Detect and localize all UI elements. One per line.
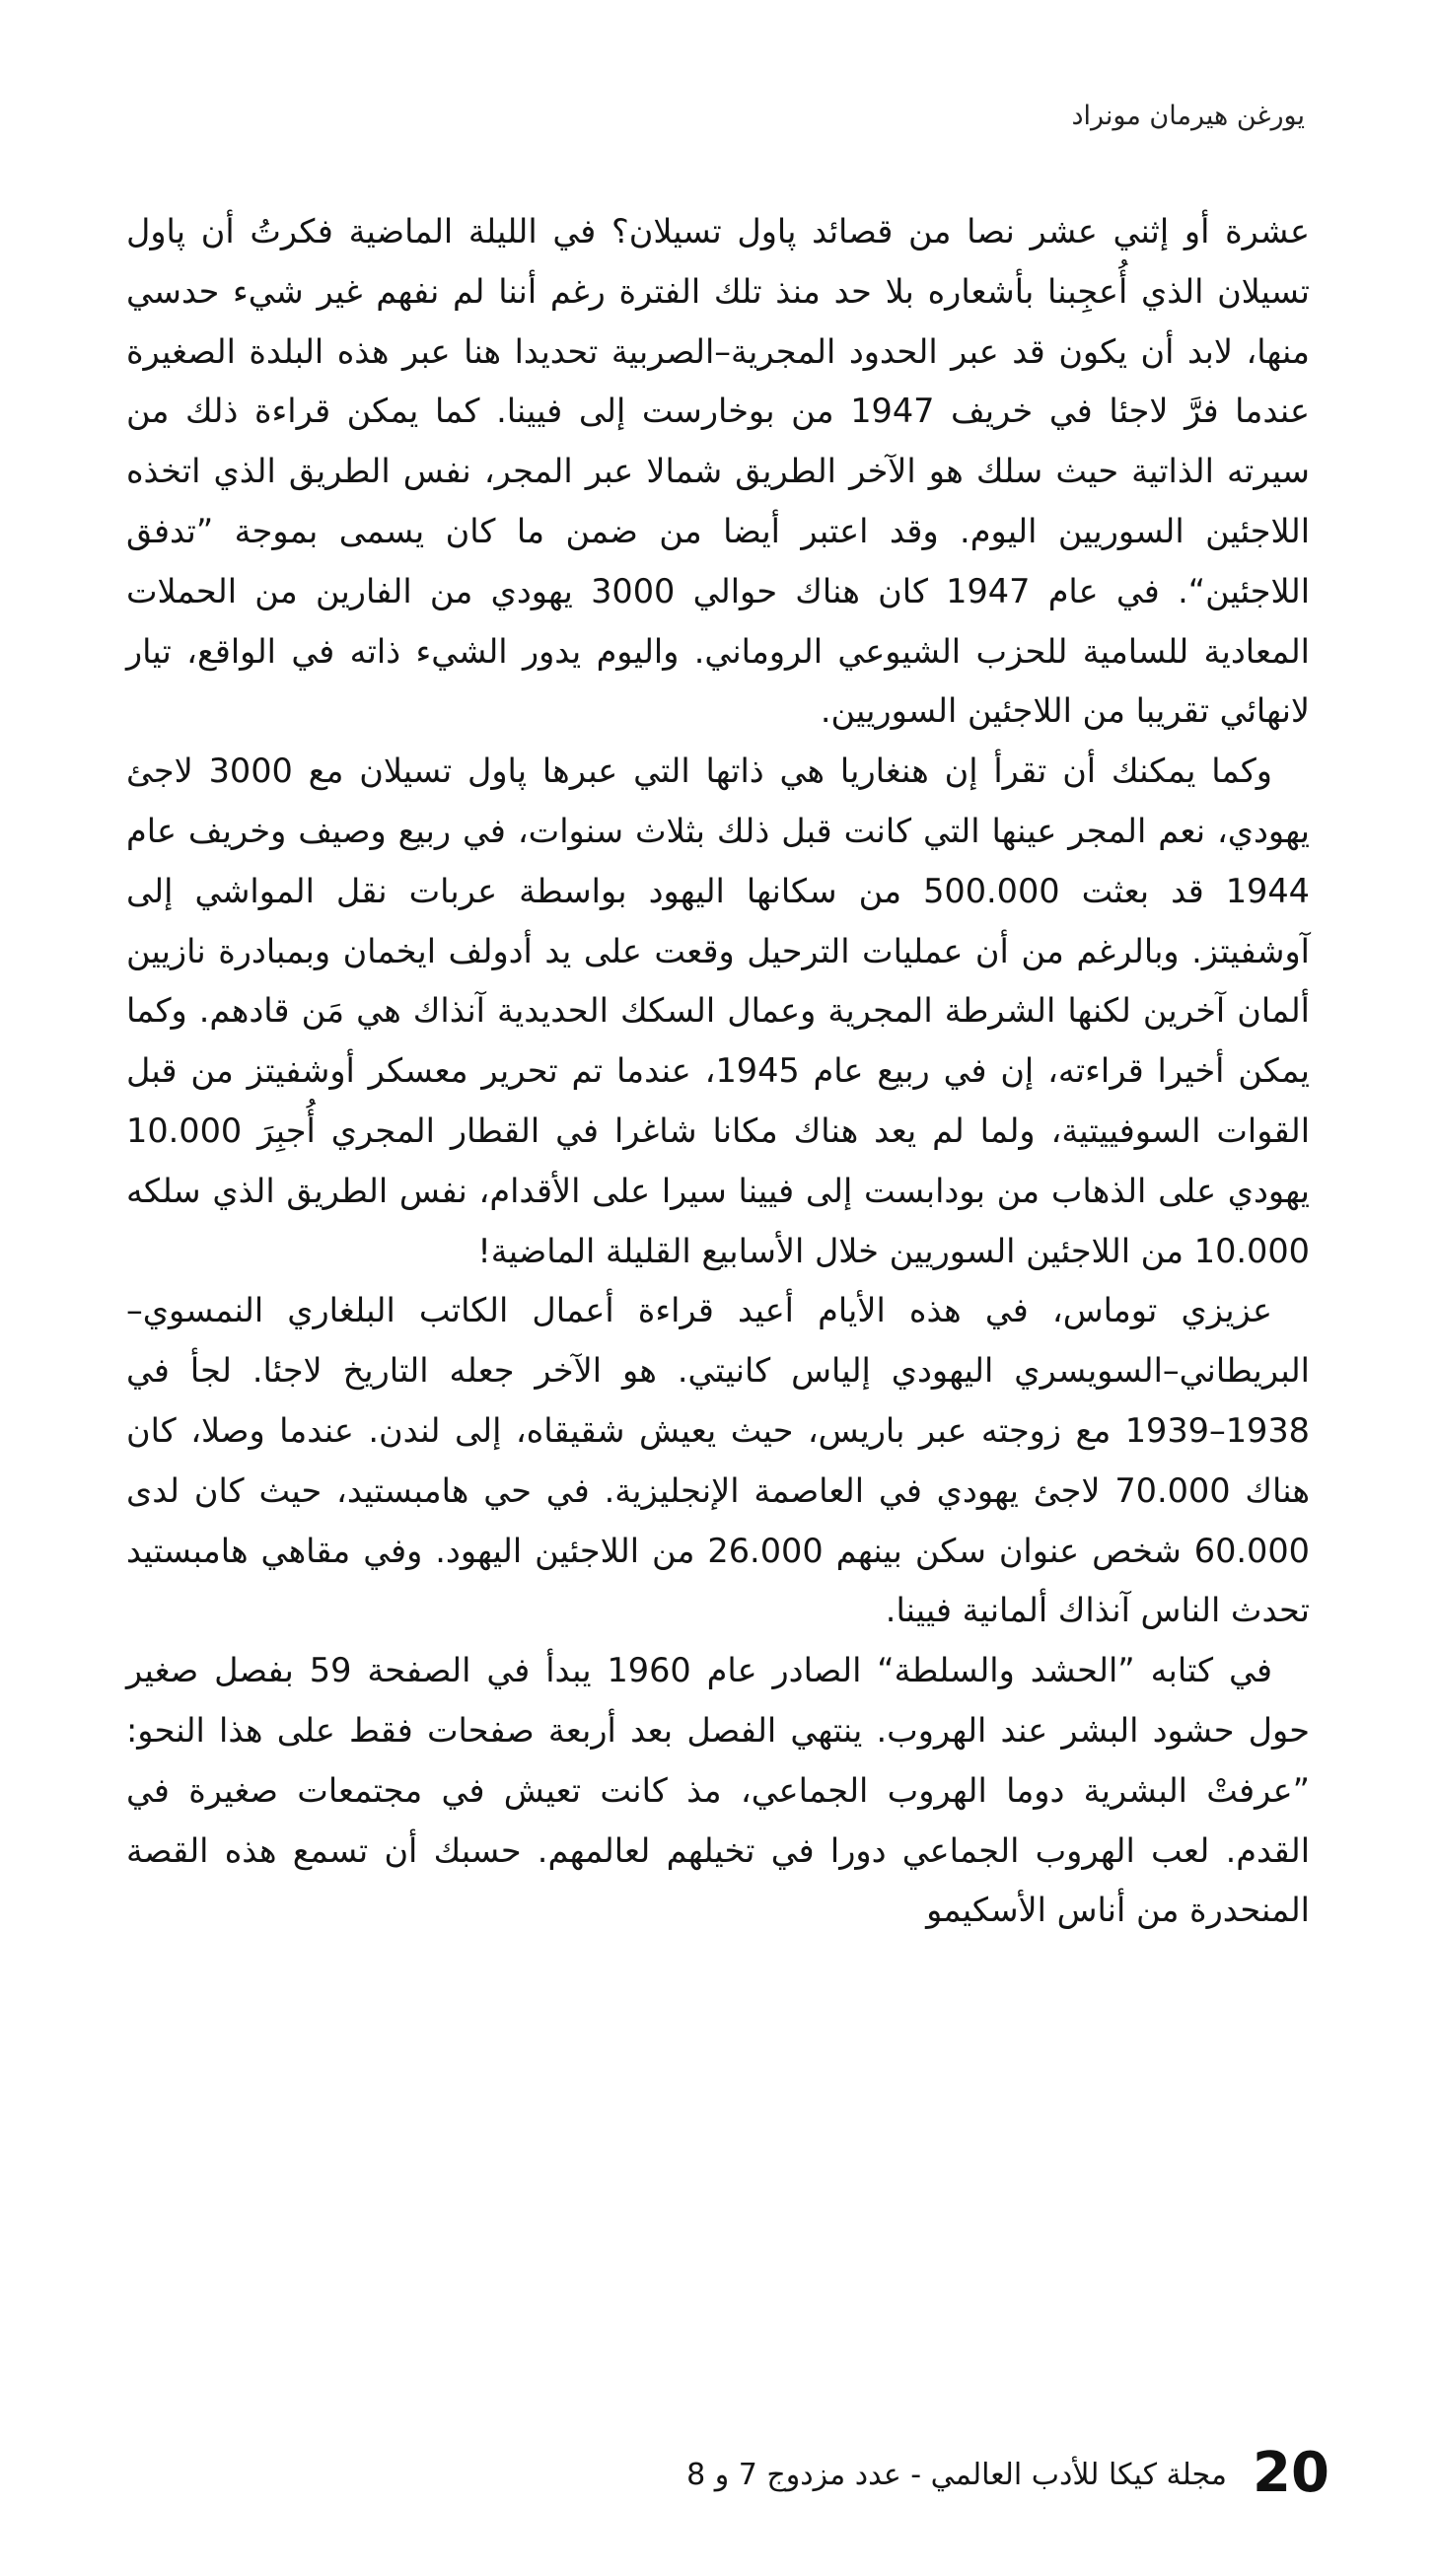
page-footer bbox=[0, 2434, 1436, 2513]
running-head-author: يورغن هيرمان مونراد bbox=[1071, 101, 1305, 131]
paragraph: عشرة أو إثني عشر نصا من قصائد پاول تسيلان؟ في الليلة الماضية فكرتُ أن پاول تسيلان الذي أُعجِبنا بأشعاره بلا حد منذ تلك الفترة رغم أننا لم نفهم غير شيء حدسي منها، لابد أن يكون قد عبر الحدود المجرية–الصربية تحديدا هنا عبر هذه البلدة الصغيرة عندما فرَّ لاجئا في خريف 1947 من بوخارست إلى فيينا. كما يمكن قراءة ذلك من سيرته الذاتية حيث سلك هو الآخر الطريق شمالا عبر المجر، نفس الطريق الذي اتخذه اللاجئين السوريين اليوم. وقد اعتبر أيضا من ضمن ما كان يسمى بموجة ”تدفق اللاجئين“. في عام 1947 كان هناك حوالي 3000 يهودي من الفارين من الحملات المعادية للسامية للحزب الشيوعي الروماني. واليوم يدور الشيء ذاته في الواقع، تيار لانهائي تقريبا من اللاجئين السوريين. bbox=[126, 212, 1311, 731]
article-body bbox=[126, 202, 1310, 1941]
paragraph: في كتابه ”الحشد والسلطة“ الصادر عام 1960 يبدأ في الصفحة 59 بفصل صغير حول حشود البشر عند الهروب. ينتهي الفصل بعد أربعة صفحات فقط على هذا النحو: ”عرفتْ البشرية دوما الهروب الجماعي، مذ كانت تعيش في مجتمعات صغيرة في القدم. لعب الهروب الجماعي دورا في تخيلهم لعالمهم. حسبك أن تسمع هذه القصة المنحدرة من أناس الأسكيمو bbox=[126, 1651, 1310, 1930]
journal-title: مجلة كيكا للأدب العالمي - عدد مزدوج 7 و 8 bbox=[686, 2458, 1227, 2492]
paragraph: عزيزي توماس، في هذه الأيام أعيد قراءة أعمال الكاتب البلغاري النمسوي–البريطاني–السويسري اليهودي إلياس كانيتي. هو الآخر جعله التاريخ لاجئا. لجأ في 1938–1939 مع زوجته عبر باريس، حيث يعيش شقيقاه، إلى لندن. عندما وصلا، كان هناك 70.000 لاجئ يهودي في العاصمة الإنجليزية. في حي هامبستيد، حيث كان لدى 60.000 شخص عنوان سكن بينهم 26.000 من اللاجئين اليهود. وفي مقاهي هامبستيد تحدث الناس آنذاك ألمانية فيينا. bbox=[126, 1291, 1311, 1630]
paragraph: وكما يمكنك أن تقرأ إن هنغاريا هي ذاتها التي عبرها پاول تسيلان مع 3000 لاجئ يهودي، نعم المجر عينها التي كانت قبل ذلك بثلاث سنوات، في ربيع وصيف وخريف عام 1944 قد بعثت 500.000 من سكانها اليهود بواسطة عربات نقل المواشي إلى آوشفيتز. وبالرغم من أن عمليات الترحيل وقعت على يد أدولف ايخمان وبمبادرة نازيين ألمان آخرين لكنها الشرطة المجرية وعمال السكك الحديدية آنذاك هي مَن قادهم. وكما يمكن أخيرا قراءته، إن في ربيع عام 1945، عندما تم تحرير معسكر أوشفيتز من قبل القوات السوفييتية، ولما لم يعد هناك مكانا شاغرا في القطار المجري أُجبِرَ 10.000 يهودي على الذهاب من بودابست إلى فيينا سيرا على الأقدام، نفس الطريق الذي سلكه 10.000 من اللاجئين السوريين خلال الأسابيع القليلة الماضية! bbox=[126, 751, 1310, 1270]
page-number: 20 bbox=[1253, 2441, 1329, 2505]
